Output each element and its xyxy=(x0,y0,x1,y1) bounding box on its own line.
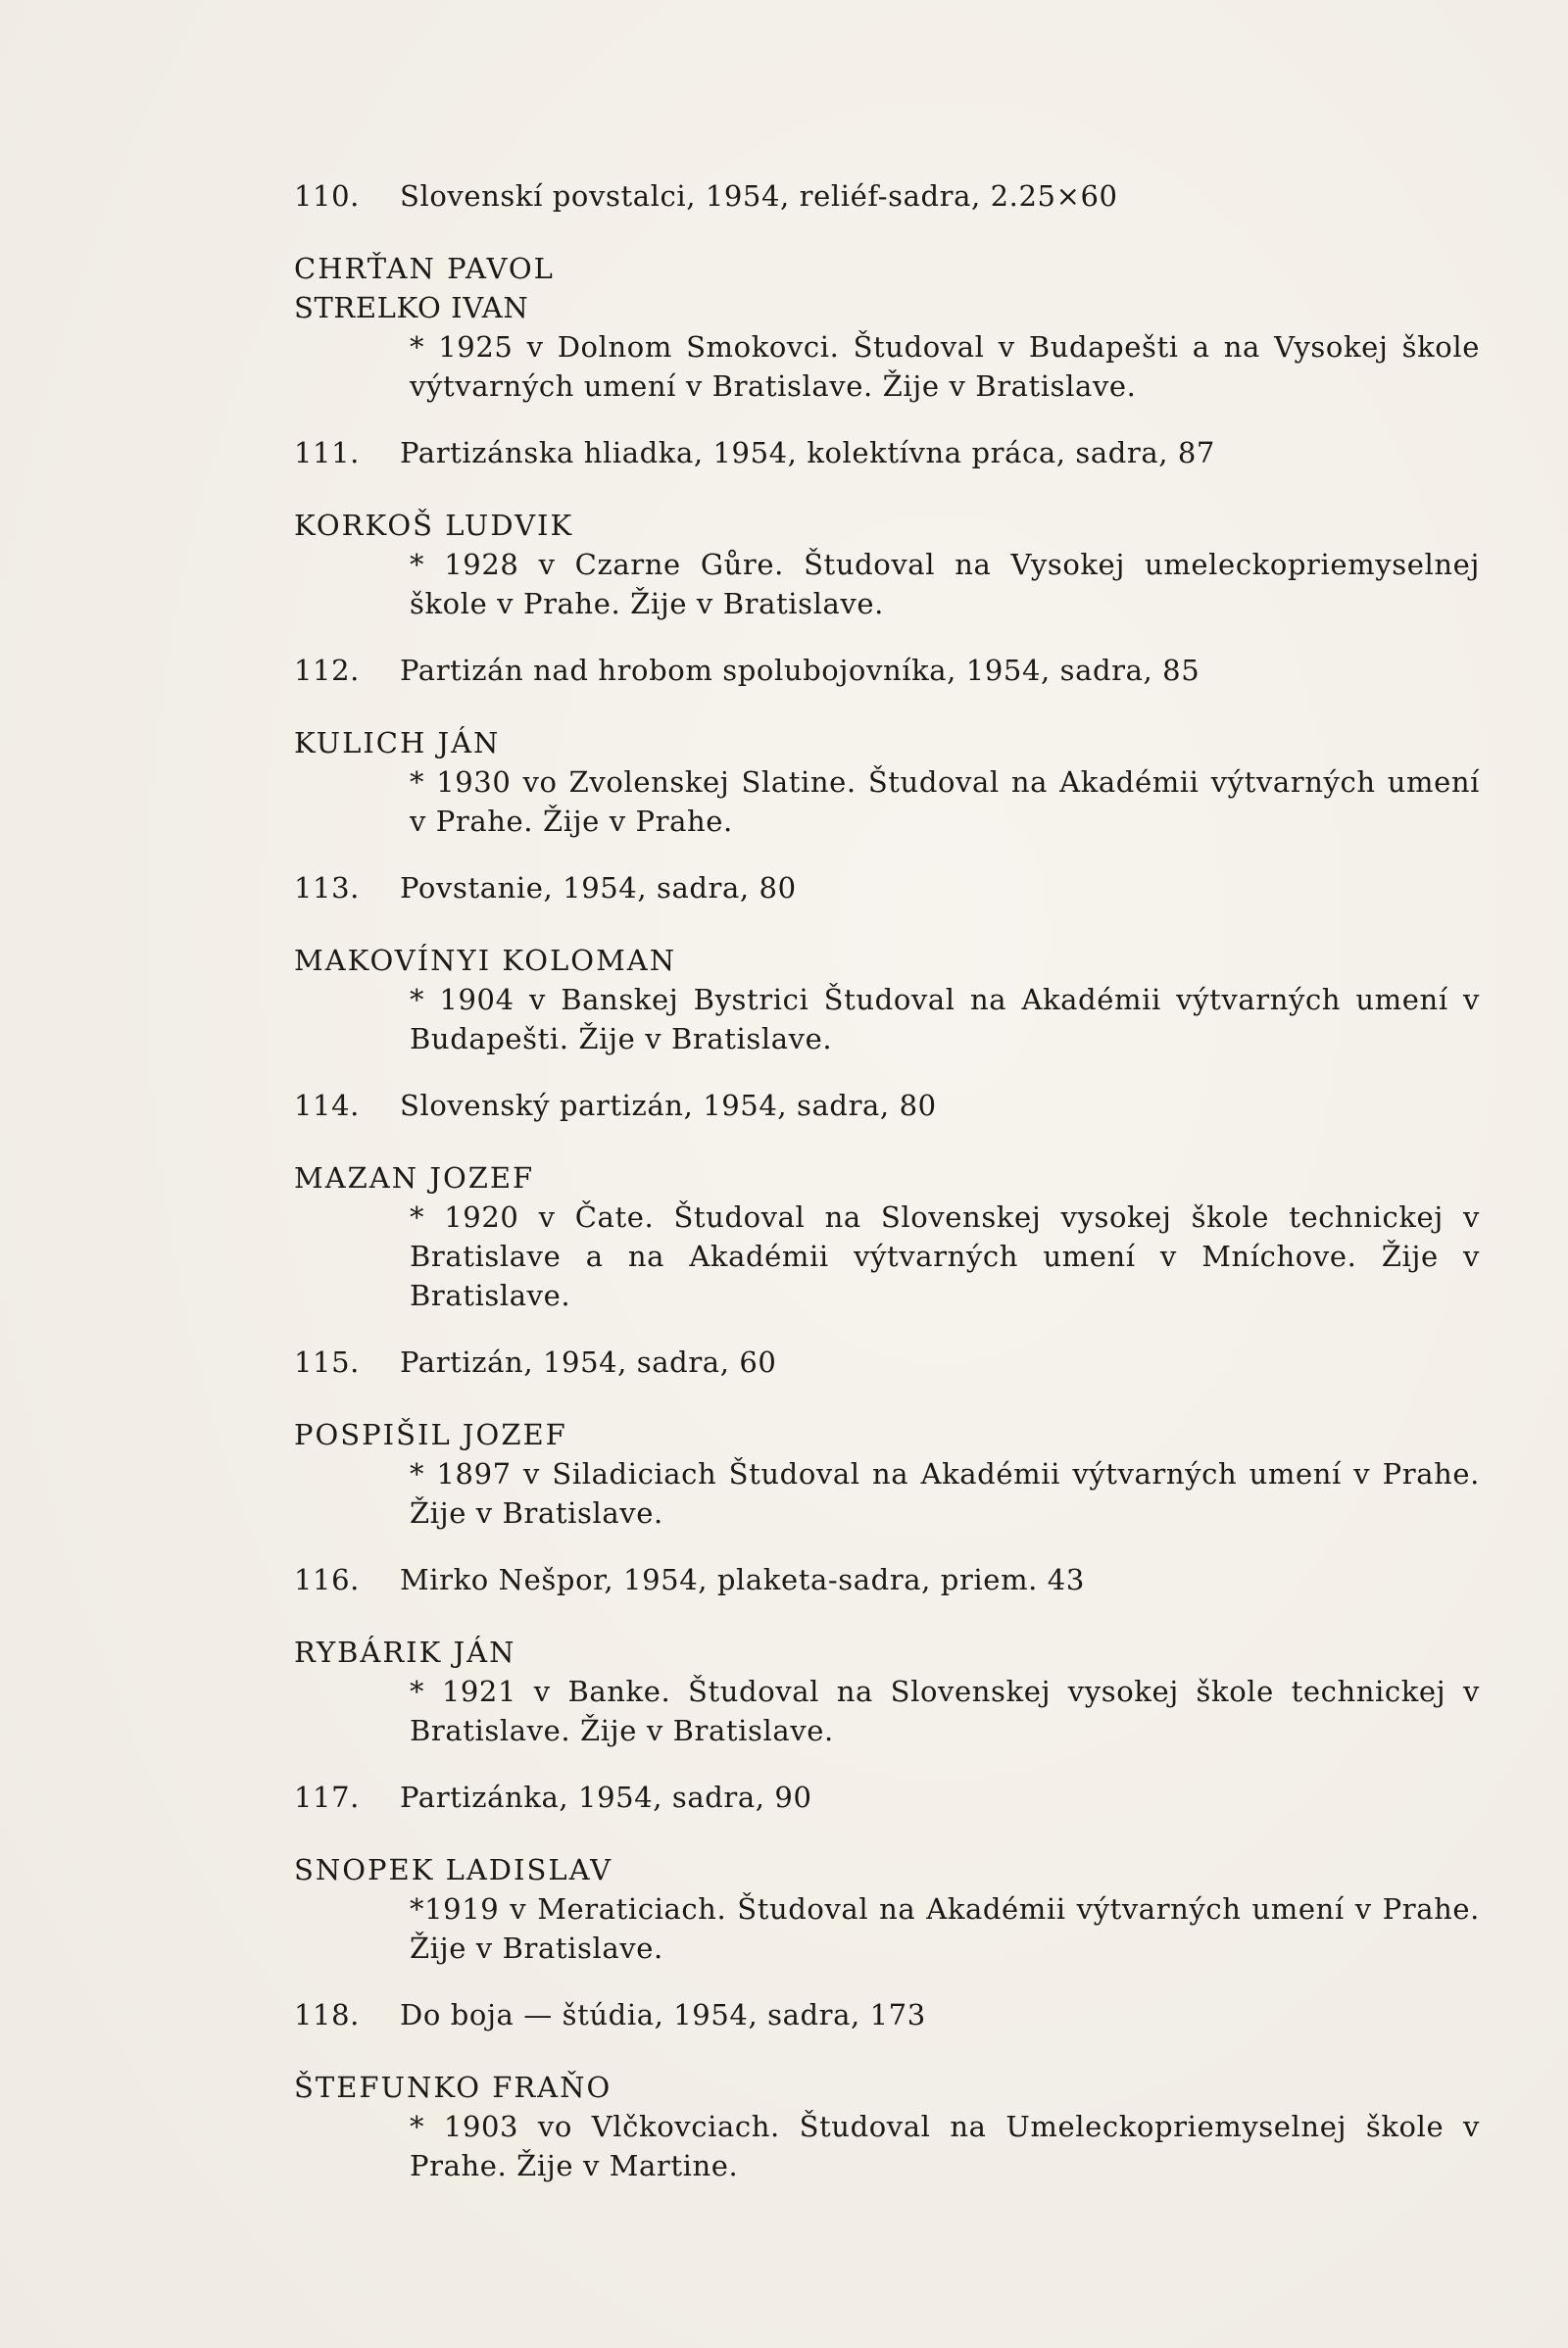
entry-title: Mirko Nešpor, 1954, plaketa-sadra, priem. 43 xyxy=(400,1563,1085,1596)
catalog-entry xyxy=(294,1778,1480,1817)
artist-name: CHRŤAN PAVOL xyxy=(294,252,555,285)
entry-title: Partizánka, 1954, sadra, 90 xyxy=(400,1781,812,1814)
artist-bio: * 1897 v Siladiciach Študoval na Akadémii výtvarných umení v Prahe. Žije v Bratislave. xyxy=(410,1457,1480,1530)
entry-number: 115. xyxy=(294,1345,360,1379)
entry-title: Povstanie, 1954, sadra, 80 xyxy=(400,871,797,905)
entry-title: Partizán, 1954, sadra, 60 xyxy=(400,1345,777,1379)
artist-name: POSPIŠIL JOZEF xyxy=(294,1418,567,1451)
entry-number: 112. xyxy=(294,654,360,687)
entry-number: 113. xyxy=(294,871,360,905)
artist-name: KORKOŠ LUDVIK xyxy=(294,509,574,542)
artist-bio: * 1921 v Banke. Študoval na Slovenskej vysokej škole technickej v Bratislave. Žije v Bratislave. xyxy=(410,1675,1480,1747)
entry-title: Partizán nad hrobom spolubojovníka, 1954, sadra, 85 xyxy=(400,654,1200,687)
entry-number: 118. xyxy=(294,1998,360,2031)
entry-number: 110. xyxy=(294,179,360,213)
artist-bio: * 1928 v Czarne Gůre. Študoval na Vysokej umeleckopriemyselnej škole v Prahe. Žije v Bratislave. xyxy=(410,548,1480,620)
entry-number: 116. xyxy=(294,1563,360,1596)
artist-bio: * 1904 v Banskej Bystrici Študoval na Akadémii výtvarných umení v Budapešti. Žije v Bratislave. xyxy=(410,983,1480,1055)
artist-bio: * 1930 vo Zvolenskej Slatine. Študoval na Akadémii výtvarných umení v Prahe. Žije v Prahe. xyxy=(410,765,1480,838)
artist-bio: * 1920 v Čate. Študoval na Slovenskej vysokej škole technickej v Bratislave a na Akadémii výtvarných umení v Mníchove. Žije v Bratislave. xyxy=(410,1200,1480,1312)
entry-number: 117. xyxy=(294,1781,360,1814)
artist-name: MAKOVÍNYI KOLOMAN xyxy=(294,944,677,977)
catalog-entry xyxy=(294,1560,1480,1599)
entry-number: 111. xyxy=(294,436,360,469)
entry-title: Partizánska hliadka, 1954, kolektívna práca, sadra, 87 xyxy=(400,436,1215,469)
catalog-list xyxy=(294,176,1480,2185)
artist-name: ŠTEFUNKO FRAŇO xyxy=(294,2071,612,2104)
artist-bio: *1919 v Meraticiach. Študoval na Akadémii výtvarných umení v Prahe. Žije v Bratislave. xyxy=(410,1892,1480,1965)
catalog-entry xyxy=(294,1343,1480,1382)
artist-name: SNOPEK LADISLAV xyxy=(294,1853,613,1886)
catalog-entry xyxy=(294,1086,1480,1125)
artist-bio: * 1925 v Dolnom Smokovci. Študoval v Budapešti a na Vysokej škole výtvarných umení v Bratislave. Žije v Bratislave. xyxy=(410,330,1480,403)
catalog-entry xyxy=(294,868,1480,907)
entry-title: Slovenský partizán, 1954, sadra, 80 xyxy=(400,1089,937,1122)
artist-name: MAZAN JOZEF xyxy=(294,1161,535,1195)
entry-title: Slovenskí povstalci, 1954, reliéf-sadra, 2.25×60 xyxy=(400,179,1118,213)
catalog-entry xyxy=(294,651,1480,690)
artist-name: RYBÁRIK JÁN xyxy=(294,1636,516,1669)
catalog-entry xyxy=(294,176,1480,216)
entry-title: Do boja — štúdia, 1954, sadra, 173 xyxy=(400,1998,926,2031)
entry-number: 114. xyxy=(294,1089,360,1122)
artist-name: STRELKO IVAN xyxy=(294,291,529,324)
artist-bio: * 1903 vo Vlčkovciach. Študoval na Umeleckopriemyselnej škole v Prahe. Žije v Martine. xyxy=(410,2110,1480,2182)
artist-name: KULICH JÁN xyxy=(294,726,501,759)
catalog-entry xyxy=(294,433,1480,472)
catalog-entry xyxy=(294,1995,1480,2034)
